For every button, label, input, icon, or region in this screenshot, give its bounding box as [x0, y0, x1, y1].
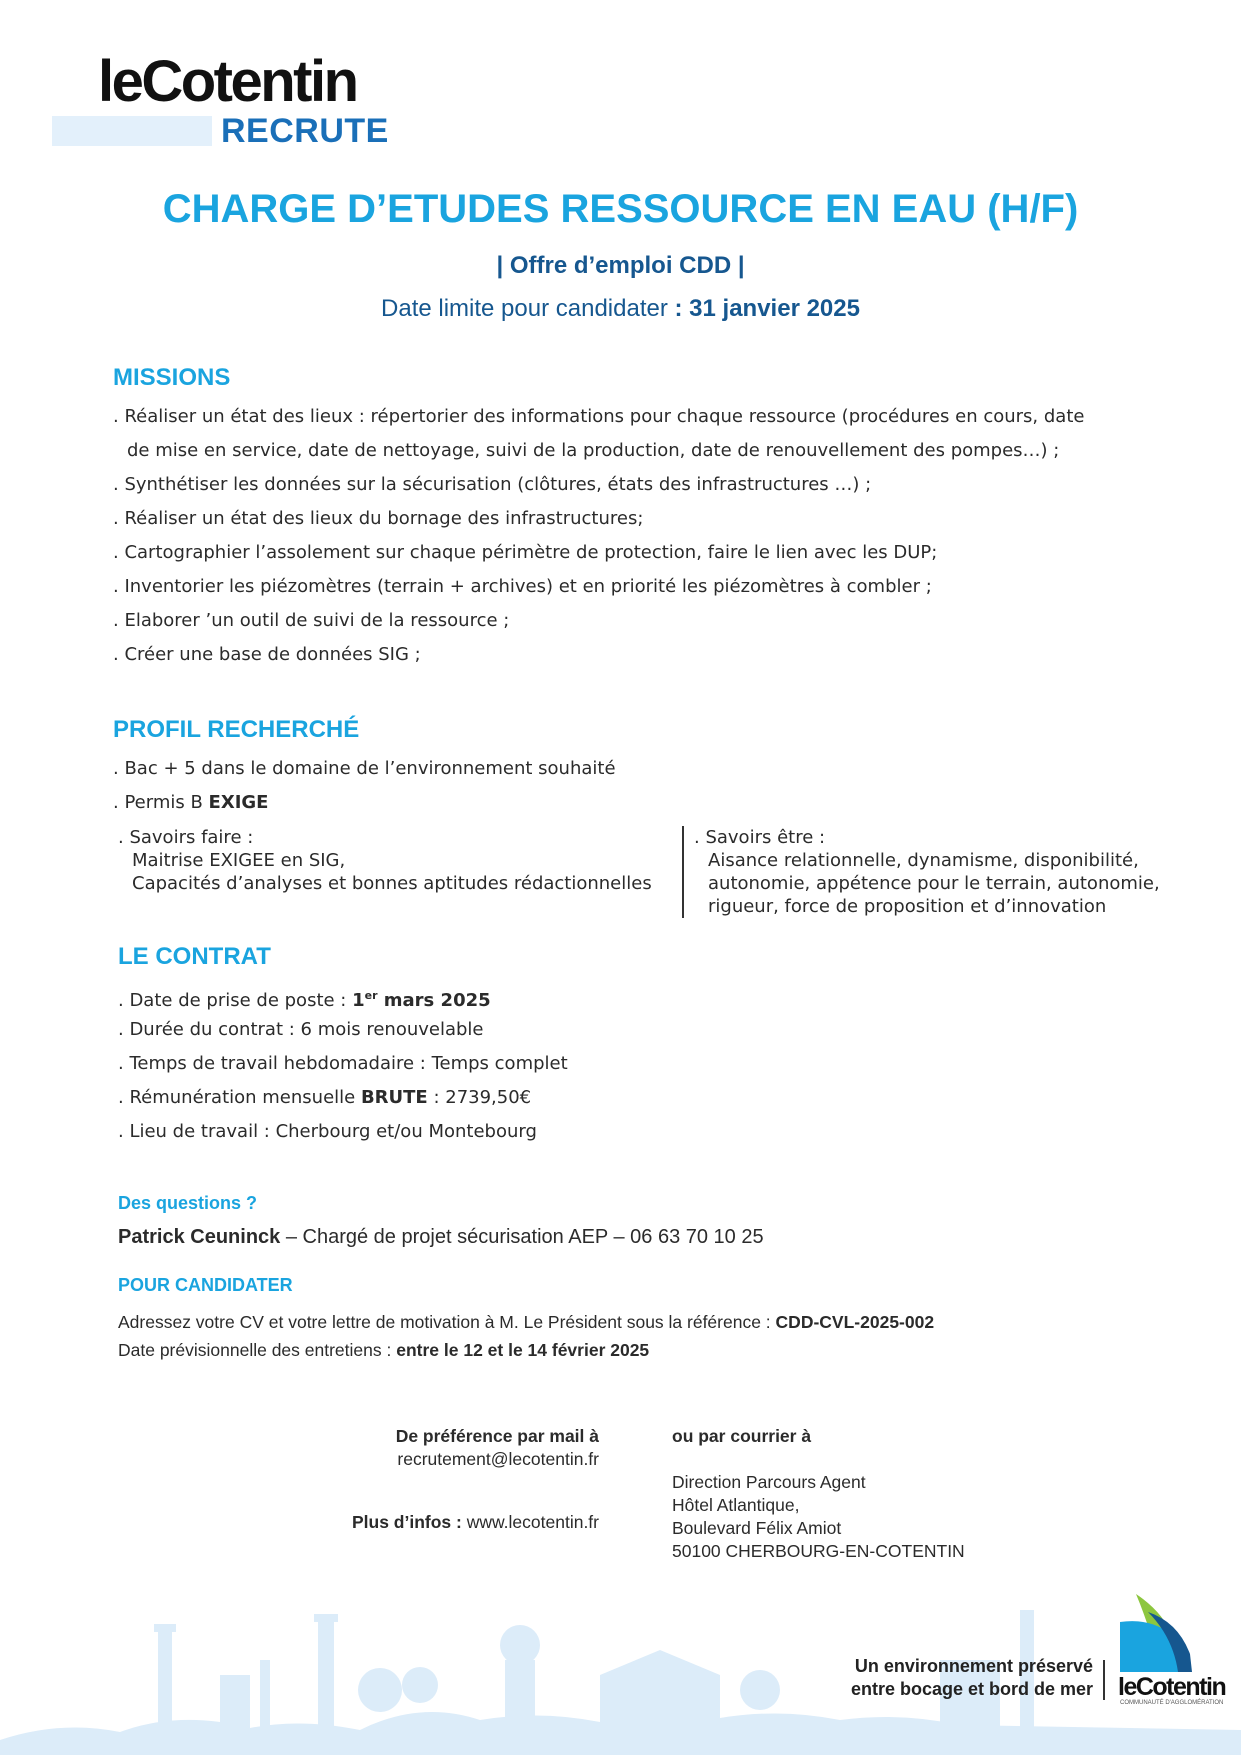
- missions-title: MISSIONS: [113, 364, 231, 391]
- start-rest: mars 2025: [377, 990, 491, 1011]
- savoirs-faire-line: Maitrise EXIGEE en SIG,: [132, 850, 346, 871]
- address-line: 50100 CHERBOURG-EN-COTENTIN: [672, 1541, 965, 1561]
- list-item: . Réaliser un état des lieux : répertorier des informations pour chaque ressource (procédures en cours, date: [113, 406, 1085, 427]
- list-item: . Cartographier l’assolement sur chaque périmètre de protection, faire le lien avec les DUP;: [113, 542, 938, 563]
- profil-list: [113, 752, 616, 820]
- permis-label: . Permis B: [113, 792, 209, 813]
- contrat-list: [118, 979, 568, 1149]
- start-label: . Date de prise de poste :: [118, 990, 353, 1011]
- infos-label: Plus d’infos :: [351, 1512, 467, 1532]
- start-day: 1: [352, 990, 365, 1011]
- lecotentin-emblem-icon: [1118, 1592, 1218, 1674]
- footer-logo-subtitle: COMMUNAUTÉ D'AGGLOMÉRATION: [1120, 1700, 1224, 1706]
- savoirs-faire: [118, 826, 652, 895]
- apply-reference: CDD-CVL-2025-002: [775, 1312, 935, 1332]
- savoirs-etre: [694, 826, 1160, 918]
- footer-logo: leCotentin: [1118, 1673, 1226, 1701]
- profil-title: PROFIL RECHERCHÉ: [113, 716, 360, 743]
- salary-label: . Rémunération mensuelle: [118, 1087, 361, 1108]
- mail-label: De préférence par mail à: [395, 1426, 599, 1446]
- list-item: . Elaborer ’un outil de suivi de la ressource ;: [113, 610, 510, 631]
- website-link[interactable]: www.lecotentin.fr: [466, 1512, 599, 1532]
- lecotentin-logo: leCotentin: [98, 49, 357, 114]
- deadline-value: : 31 janvier 2025: [674, 295, 860, 322]
- list-item: [118, 1081, 568, 1115]
- deadline: [0, 295, 1241, 323]
- tagline-divider: [1103, 1660, 1105, 1700]
- savoirs-etre-line: Aisance relationnelle, dynamisme, disponibilité,: [708, 850, 1139, 871]
- list-item: . Bac + 5 dans le domaine de l’environnement souhaité: [113, 758, 616, 779]
- mail-link[interactable]: recrutement@lecotentin.fr: [397, 1449, 599, 1469]
- offer-type: | Offre d’emploi CDD |: [496, 252, 745, 279]
- interview-label: Date prévisionnelle des entretiens :: [118, 1340, 397, 1360]
- tagline-line: entre bocage et bord de mer: [850, 1679, 1093, 1699]
- infos-line: [352, 1512, 599, 1533]
- savoirs-etre-line: rigueur, force de proposition et d’innovation: [708, 896, 1107, 917]
- apply-instruction: Adressez votre CV et votre lettre de motivation à M. Le Président sous la référence :: [118, 1312, 776, 1332]
- savoirs-faire-label: . Savoirs faire :: [118, 827, 254, 848]
- savoirs-etre-label: . Savoirs être :: [694, 827, 826, 848]
- deadline-label: Date limite pour candidater: [381, 295, 675, 322]
- tagline-line: Un environnement préservé: [854, 1656, 1093, 1676]
- list-item: . Créer une base de données SIG ;: [113, 644, 421, 665]
- questions-title: Des questions ?: [118, 1193, 258, 1213]
- post-block: [672, 1425, 965, 1563]
- start-sup: er: [364, 989, 378, 1002]
- post-label: ou par courrier à: [672, 1426, 812, 1446]
- address-line: Hôtel Atlantique,: [672, 1495, 800, 1515]
- apply-line: [118, 1336, 934, 1364]
- apply-line: [118, 1308, 934, 1336]
- list-item: . Temps de travail hebdomadaire : Temps complet: [118, 1053, 568, 1074]
- address-line: Direction Parcours Agent: [672, 1472, 866, 1492]
- recrute-label: RECRUTE: [221, 112, 389, 150]
- contrat-title: LE CONTRAT: [118, 943, 271, 970]
- tagline: [851, 1655, 1093, 1701]
- interview-dates: entre le 12 et le 14 février 2025: [396, 1340, 650, 1360]
- list-item: . Synthétiser les données sur la sécurisation (clôtures, états des infrastructures …) ;: [113, 474, 872, 495]
- job-title: CHARGE D’ETUDES RESSOURCE EN EAU (H/F): [162, 187, 1079, 231]
- list-item: de mise en service, date de nettoyage, suivi de la production, date de renouvellement des pompes…) ;: [127, 440, 1060, 461]
- mail-block: [396, 1425, 599, 1471]
- permis-required: EXIGE: [208, 792, 269, 813]
- contact-details: – Chargé de projet sécurisation AEP – 06 63 70 10 25: [280, 1226, 764, 1248]
- apply-text: [118, 1308, 934, 1364]
- start-date: [352, 990, 491, 1011]
- logo-band: [52, 116, 212, 146]
- address-line: Boulevard Félix Amiot: [672, 1518, 842, 1538]
- missions-list: [113, 400, 1084, 672]
- savoirs-faire-line: Capacités d’analyses et bonnes aptitudes rédactionnelles: [132, 873, 652, 894]
- contact-name: Patrick Ceuninck: [118, 1226, 281, 1248]
- apply-title: POUR CANDIDATER: [118, 1275, 293, 1295]
- list-item: . Inventorier les piézomètres (terrain + archives) et en priorité les piézomètres à combler ;: [113, 576, 932, 597]
- list-item: [113, 786, 616, 820]
- list-item: . Durée du contrat : 6 mois renouvelable: [118, 1019, 484, 1040]
- contact-line: [118, 1226, 764, 1249]
- salary-brute: BRUTE: [360, 1087, 428, 1108]
- list-item: . Lieu de travail : Cherbourg et/ou Montebourg: [118, 1121, 537, 1142]
- column-divider: [682, 826, 684, 918]
- list-item: [118, 979, 568, 1013]
- salary-value: : 2739,50€: [427, 1087, 532, 1108]
- savoirs-etre-line: autonomie, appétence pour le terrain, autonomie,: [708, 873, 1160, 894]
- list-item: . Réaliser un état des lieux du bornage des infrastructures;: [113, 508, 644, 529]
